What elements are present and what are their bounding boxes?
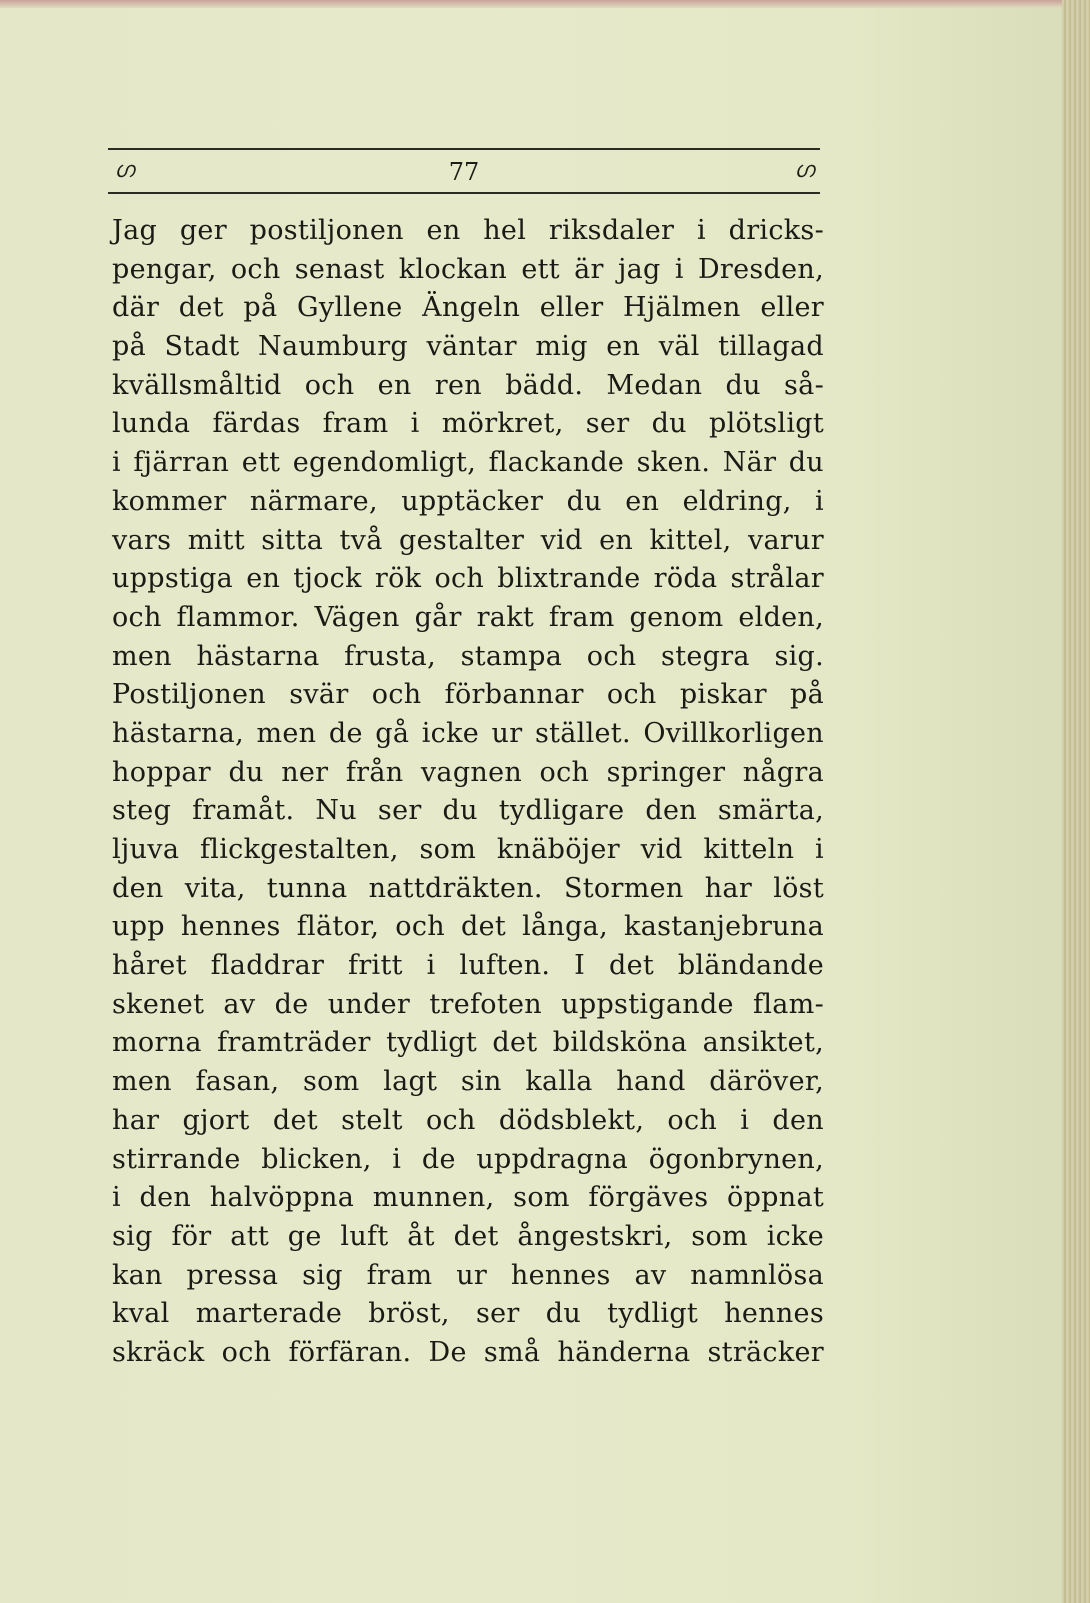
text-line: stirrande blicken, i de uppdragna ögonbrynen, bbox=[112, 1143, 824, 1175]
text-line: kval marterade bröst, ser du tydligt hennes bbox=[112, 1298, 824, 1330]
ornament-right-icon: ഗ bbox=[793, 158, 814, 183]
text-line: upp hennes flätor, och det långa, kastanjebruna bbox=[112, 911, 824, 943]
text-line: hästarna, men de gå icke ur stället. Ovillkorligen bbox=[112, 717, 824, 749]
running-header bbox=[108, 148, 820, 198]
page-top-edge bbox=[0, 0, 1062, 8]
text-line: uppstiga en tjock rök och blixtrande röda strålar bbox=[112, 563, 824, 595]
header-top-rule bbox=[108, 148, 820, 150]
text-line: på Stadt Naumburg väntar mig en väl tillagad bbox=[112, 331, 824, 363]
page-number: 77 bbox=[448, 158, 480, 186]
text-line: i den halvöppna munnen, som förgäves öppnat bbox=[112, 1182, 824, 1214]
text-line: pengar, och senast klockan ett är jag i Dresden, bbox=[112, 253, 824, 285]
text-line: ljuva flickgestalten, som knäböjer vid kitteln i bbox=[112, 834, 824, 865]
text-line: kvällsmåltid och en ren bädd. Medan du så- bbox=[112, 369, 824, 401]
text-line: håret fladdrar fritt i luften. I det bländande bbox=[112, 950, 824, 982]
text-line: sig för att ge luft åt det ångestskri, som icke bbox=[112, 1220, 824, 1252]
ornament-left-icon: ഗ bbox=[114, 158, 135, 183]
text-line: Jag ger postiljonen en hel riksdaler i dricks- bbox=[112, 215, 824, 246]
text-line: och flammor. Vägen går rakt fram genom elden, bbox=[112, 601, 824, 633]
text-line: lunda färdas fram i mörkret, ser du plötsligt bbox=[112, 408, 824, 440]
text-line: Postiljonen svär och förbannar och piskar på bbox=[112, 679, 824, 711]
text-line: men fasan, som lagt sin kalla hand däröver, bbox=[112, 1066, 824, 1098]
book-page-stack-edge bbox=[1062, 0, 1090, 1603]
body-text bbox=[112, 212, 824, 1373]
text-line: i fjärran ett egendomligt, flackande sken. När du bbox=[112, 447, 824, 479]
text-line: morna framträder tydligt det bildsköna ansiktet, bbox=[112, 1027, 824, 1059]
text-line: vars mitt sitta två gestalter vid en kittel, varur bbox=[112, 524, 824, 556]
text-line: den vita, tunna nattdräkten. Stormen har löst bbox=[112, 872, 824, 904]
text-line: skräck och förfäran. De små händerna sträcker bbox=[112, 1336, 824, 1368]
text-line: men hästarna frusta, stampa och stegra sig. bbox=[112, 640, 824, 672]
text-line: skenet av de under trefoten uppstigande flam- bbox=[112, 988, 824, 1020]
text-line: steg framåt. Nu ser du tydligare den smärta, bbox=[112, 795, 824, 827]
text-line: hoppar du ner från vagnen och springer några bbox=[112, 756, 824, 788]
header-bottom-rule bbox=[108, 192, 820, 194]
text-line: kan pressa sig fram ur hennes av namnlösa bbox=[112, 1259, 824, 1291]
text-line: har gjort det stelt och dödsblekt, och i den bbox=[112, 1104, 824, 1136]
text-line: där det på Gyllene Ängeln eller Hjälmen eller bbox=[112, 292, 824, 324]
text-line: kommer närmare, upptäcker du en eldring, i bbox=[112, 485, 824, 517]
